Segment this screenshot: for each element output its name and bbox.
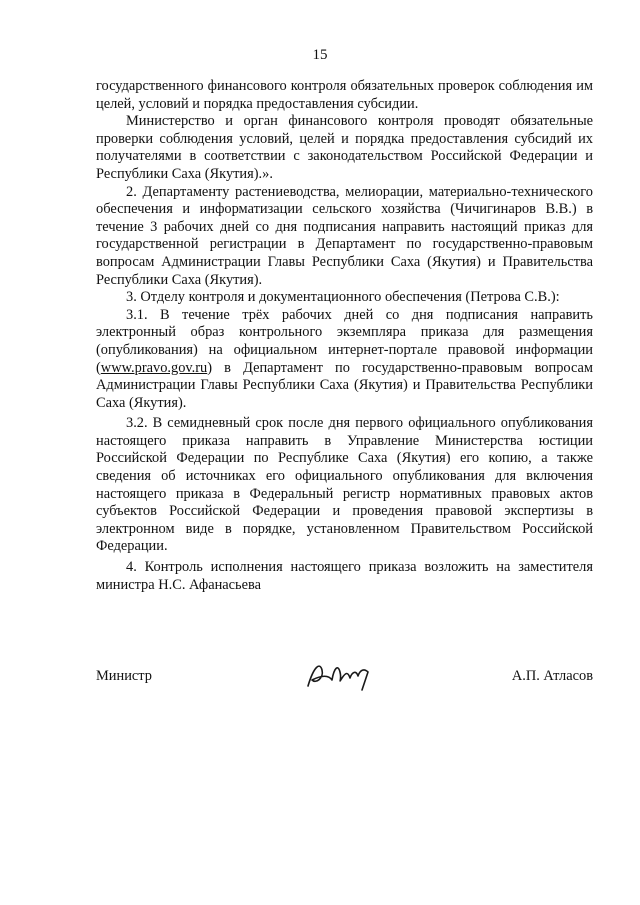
signer-name: А.П. Атласов: [511, 668, 593, 684]
signature-block: [96, 658, 593, 708]
item-3-1-text-end: ) в Департамент по государственно-правовым вопросам Администрации Главы Республики Саха (Якутия) и Правительства Республики Саха (Якутия).: [96, 359, 593, 411]
paragraph-item-2: 2. Департаменту растениеводства, мелиорации, материально-технического обеспечения и информатизации сельского хозяйства (Чичигинаров В.В.) в течение 3 рабочих дней со дня подписания направить настоящий приказ для государственной регистрации в Департамент по государственно-правовым вопросам Администрации Главы Республики Саха (Якутия) и Правительства Республики Саха (Якутия).: [96, 183, 593, 288]
paragraph-item-3-2: 3.2. В семидневный срок после дня первого официального опубликования настоящего приказа направить в Управление Министерства юстиции Российской Федерации по Республике Саха (Якутия) его копию, а также сведения об источниках его официального опубликования для включения настоящего приказа в Федеральный регистр нормативных правовых актов субъектов Российской Федерации и проведения правовой экспертизы в электронном виде в порядке, установленном Правительством Российской Федерации.: [96, 415, 593, 555]
pravo-link[interactable]: www.pravo.gov.ru: [100, 359, 208, 376]
handwritten-signature: [302, 658, 382, 692]
item-3-1-text-start: 3.1. В течение трёх рабочих дней со дня подписания направить электронный образ контрольного экземпляра приказа для размещения (опубликования) на официальном интернет-портале правовой информации (: [96, 306, 593, 376]
paragraph-item-4: 4. Контроль исполнения настоящего приказа возложить на заместителя министра Н.С. Афанасьева: [96, 559, 593, 593]
document-body: [96, 78, 593, 594]
paragraph-item-3-1: [96, 307, 593, 413]
signer-title: Министр: [96, 668, 152, 684]
paragraph-continuation: государственного финансового контроля обязательных проверок соблюдения им целей, условий и порядка предоставления субсидии.: [96, 78, 593, 112]
page-number: 15: [312, 47, 328, 63]
paragraph-item-3: 3. Отделу контроля и документационного обеспечения (Петрова С.В.):: [126, 289, 560, 306]
paragraph-inspection: Министерство и орган финансового контроля проводят обязательные проверки соблюдения условий, целей и порядка предоставления субсидий их получателями в соответствии с законодательством Российской Федерации и Республики Саха (Якутия).».: [96, 113, 593, 182]
